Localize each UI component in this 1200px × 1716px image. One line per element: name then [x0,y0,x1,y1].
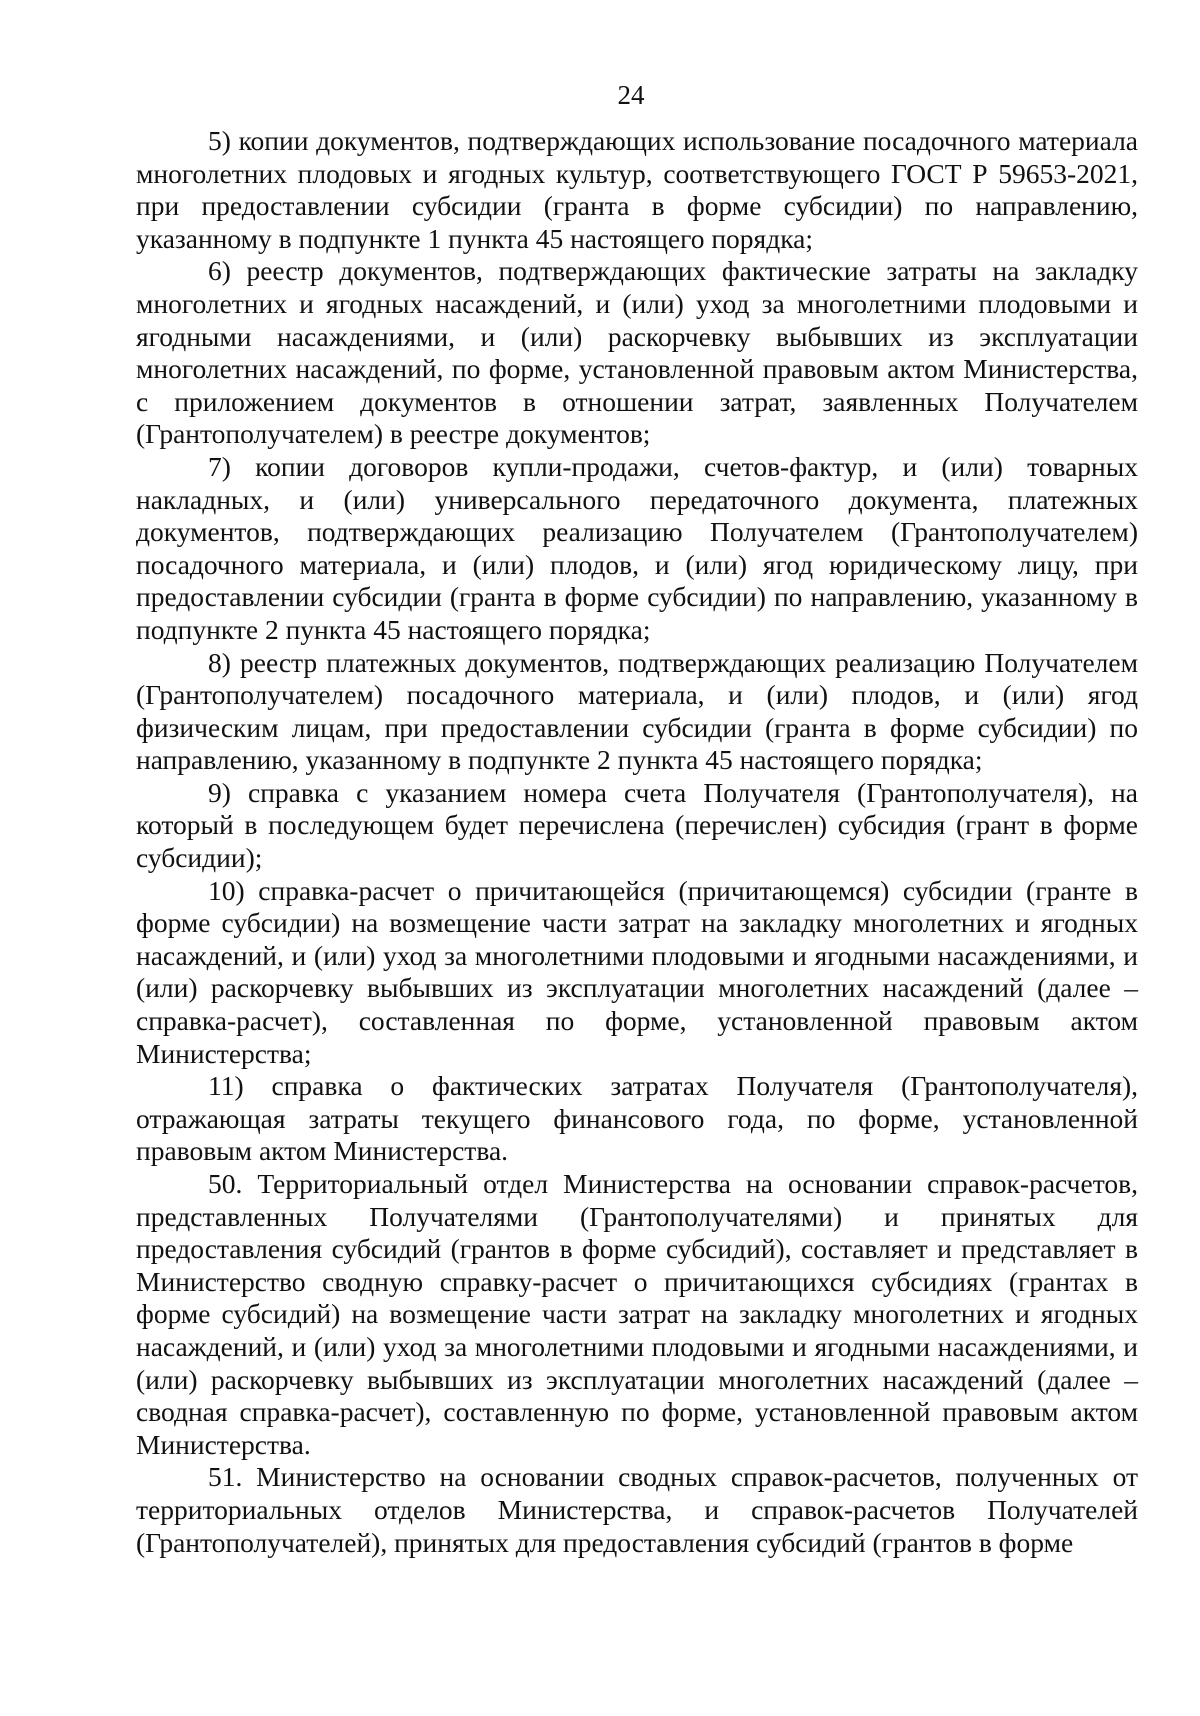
list-item-7: 7) копии договоров купли-продажи, счетов-фактур, и (или) товарных накладных, и (или) универсального передаточного документа, платежных документов, подтверждающих реализацию Получателем (Грантополучателем) посадочного материала, и (или) плодов, и (или) ягод юридическому лицу, при предоставлении субсидии (гранта в форме субсидии) по направлению, указанному в подпункте 2 пункта 45 настоящего порядка; [136,450,1138,645]
list-item-9: 9) справка с указанием номера счета Получателя (Грантополучателя), на который в последующем будет перечислена (перечислен) субсидия (грант в форме субсидии); [136,776,1138,874]
list-item-8: 8) реестр платежных документов, подтверждающих реализацию Получателем (Грантополучателем) посадочного материала, и (или) плодов, и (или) ягод физическим лицам, при предоставлении субсидии (гранта в форме субсидии) по направлению, указанному в подпункте 2 пункта 45 настоящего порядка; [136,646,1138,776]
list-item-10: 10) справка-расчет о причитающейся (причитающемся) субсидии (гранте в форме субсидии) на возмещение части затрат на закладку многолетних и ягодных насаждений, и (или) уход за многолетними плодовыми и ягодными насаждениями, и (или) раскорчевку выбывших из эксплуатации многолетних насаждений (далее – справка-расчет), составленная по форме, установленной правовым актом Министерства; [136,874,1138,1069]
list-item-5: 5) копии документов, подтверждающих использование посадочного материала многолетних плодовых и ягодных культур, соответствующего ГОСТ Р 59653-2021, при предоставлении субсидии (гранта в форме субсидии) по направлению, указанному в подпункте 1 пункта 45 настоящего порядка; [136,125,1138,254]
clause-51: 51. Министерство на основании сводных справок-расчетов, полученных от территориальных отделов Министерства, и справок-расчетов Получателей (Грантополучателей), принятых для предоставления субсидий (грантов в форме [136,1461,1138,1558]
list-item-11: 11) справка о фактических затратах Получателя (Грантополучателя), отражающая затраты текущего финансового года, по форме, установленной правовым актом Министерства. [136,1070,1138,1167]
page-number: 24 [617,80,645,110]
list-item-6: 6) реестр документов, подтверждающих фактические затраты на закладку многолетних и ягодных насаждений, и (или) уход за многолетними плодовыми и ягодными насаждениями, и (или) раскорчевку выбывших из эксплуатации многолетних насаждений, по форме, установленной правовым актом Министерства, с приложением документов в отношении затрат, заявленных Получателем (Грантополучателем) в реестре документов; [136,255,1138,450]
document-body [136,125,1138,1559]
clause-50: 50. Территориальный отдел Министерства на основании справок-расчетов, представленных Получателями (Грантополучателями) и принятых для предоставления субсидий (грантов в форме субсидий), составляет и представляет в Министерство сводную справку-расчет о причитающихся субсидиях (грантах в форме субсидий) на возмещение части затрат на закладку многолетних и ягодных насаждений, и (или) уход за многолетними плодовыми и ягодными насаждениями, и (или) раскорчевку выбывших из эксплуатации многолетних насаждений (далее – сводная справка-расчет), составленную по форме, установленной правовым актом Министерства. [136,1168,1138,1460]
